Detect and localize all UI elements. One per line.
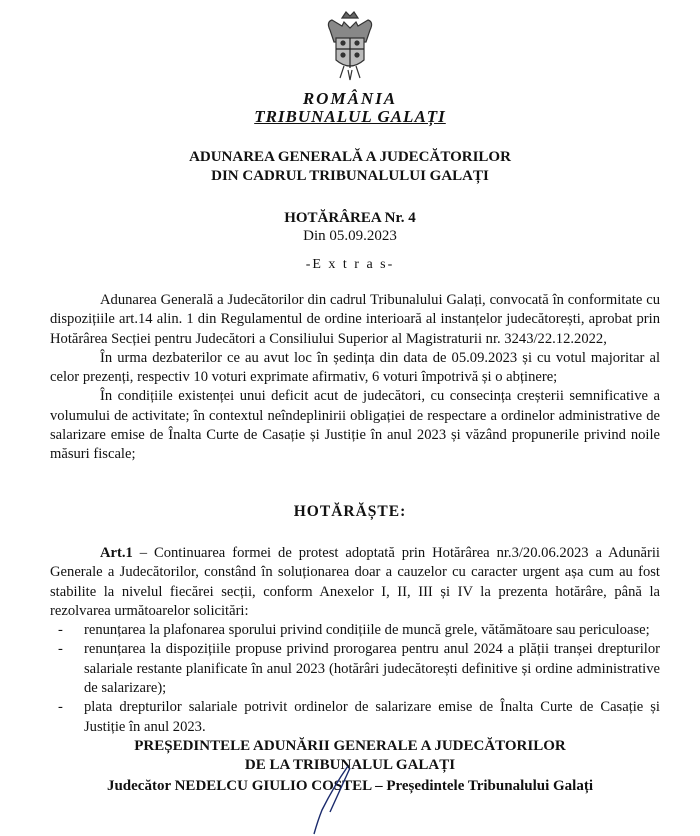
paragraph: În urma dezbaterilor ce au avut loc în ședința din data de 05.09.2023 și cu votul majoritar al celor prezenți, respectiv 10 voturi exprimate afirmativ, 6 voturi împotrivă și o abținere;: [50, 349, 660, 386]
country-heading: ROMÂNIA: [302, 89, 398, 108]
article-body: – Continuarea formei de protest adoptată prin Hotărârea nr.3/20.06.2023 a Adunării Generale a Judecătorilor, constând în soluționarea doar a cauzelor cu caracter urgent așa cum au fost stabilite la nivelul fiecărei secții, conform Anexelor I, II, III și IV la prezenta hotărâre, până la rezolvarea următoarelor solicitări:: [50, 545, 660, 619]
signature-title-line2: DE LA TRIBUNALUL GALAȚI: [244, 757, 456, 773]
article-1-text: [50, 544, 660, 621]
extract-label: -E x t r a s-: [305, 257, 395, 272]
list-item: - plata drepturilor salariale potrivit ordinelor de salarizare emise de Înalta Curte de Casație și Justiție în anul 2023.: [50, 698, 660, 737]
article-1: [50, 544, 660, 737]
assembly-title-line2: DIN CADRUL TRIBUNALULUI GALAȚI: [211, 168, 489, 184]
list-item: - renunțarea la plafonarea sporului privind condițiile de muncă grele, vătămătoare sau periculoase;: [50, 621, 660, 640]
assembly-title-line1: ADUNAREA GENERALĂ A JUDECĂTORILOR: [189, 149, 511, 165]
article-label: Art.1: [100, 545, 133, 561]
list-item: - renunțarea la dispozițiile propuse privind prorogarea pentru anul 2024 a plății tranșei drepturilor salariale restante planificate în anul 2023 (hotărâri judecătorești definitive și ordine administrative de salarizare);: [50, 640, 660, 698]
coat-of-arms-emblem: [322, 8, 378, 82]
signature-title-line1: PREȘEDINTELE ADUNĂRII GENERALE A JUDECĂTORILOR: [134, 738, 566, 754]
decision-date: Din 05.09.2023: [303, 228, 397, 244]
handwritten-signature: [300, 760, 380, 836]
resolution-heading: HOTĂRĂȘTE:: [293, 503, 407, 520]
preamble: [50, 291, 660, 465]
institution-heading: [0, 107, 700, 127]
paragraph: În condițiile existenței unui deficit acut de judecători, cu consecința creșterii semnificative a volumului de activitate; în contextul neîndeplinirii obligației de respectare a ordinelor administrative de salarizare emise de Înalta Curte de Casație și Justiție în anul 2023 și văzând propunerile privind noile măsuri fiscale;: [50, 388, 660, 463]
paragraph: Adunarea Generală a Judecătorilor din cadrul Tribunalului Galați, convocată în conformitate cu dispozițiile art.14 alin. 1 din Regulamentul de ordine interioară al instanțelor judecătorești, aprobat prin Hotărârea Secției pentru Judecători a Consiliului Superior al Magistraturii nr. 3243/22.12.2022,: [50, 292, 660, 347]
decision-title: HOTĂRÂREA Nr. 4: [284, 210, 416, 226]
institution-name: TRIBUNALUL GALAȚI: [254, 107, 446, 126]
demands-list: [50, 621, 660, 737]
signatory-name: Judecător NEDELCU GIULIO COSTEL – Președintele Tribunalului Galați: [106, 778, 594, 794]
